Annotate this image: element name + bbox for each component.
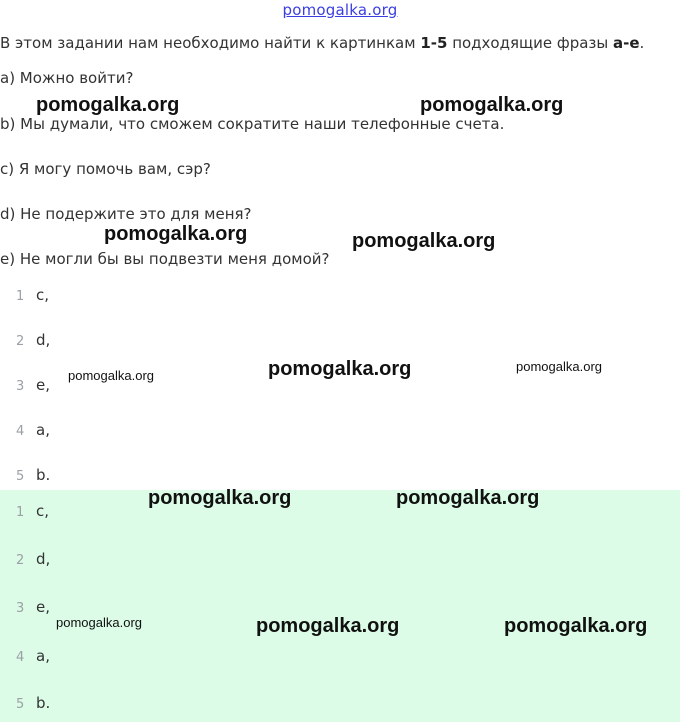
intro-text-end: . [639,34,645,52]
answer-value: e, [36,376,50,394]
answer-number: 2 [16,553,25,568]
watermark: pomogalka.org [36,94,180,116]
answer-number: 5 [16,697,25,712]
task-intro [0,34,644,52]
answer-value: b. [36,466,51,484]
answer-value: e, [36,598,50,616]
watermark: pomogalka.org [352,230,496,252]
answer-row [16,421,50,439]
phrase-c: c) Я могу помочь вам, сэр? [0,160,211,178]
watermark: pomogalka.org [148,487,292,509]
answer-number: 1 [16,505,25,520]
watermark: pomogalka.org [516,359,602,374]
answer-row [16,376,50,394]
intro-text-middle: подходящие фразы [447,34,613,52]
phrase-e: e) Не могли бы вы подвезти меня домой? [0,250,330,268]
answer-value: a, [36,647,50,665]
answer-value: d, [36,331,51,349]
watermark: pomogalka.org [504,615,648,637]
answer-list [0,278,680,490]
phrase-a: a) Можно войти? [0,69,134,87]
answer-row [16,286,49,304]
answer-number: 3 [16,601,25,616]
watermark: pomogalka.org [56,615,142,630]
answer-number: 4 [16,650,25,665]
answer-row [16,550,50,568]
answer-value: b. [36,694,51,712]
phrase-b: b) Мы думали, что сможем сократите наши телефонные счета. [0,115,505,133]
answer-row [16,647,50,665]
answer-number: 2 [16,334,25,349]
answer-row [16,466,50,484]
answer-number: 4 [16,424,25,439]
watermark: pomogalka.org [256,615,400,637]
answer-number: 3 [16,379,25,394]
intro-text: В этом задании нам необходимо найти к картинкам [0,34,421,52]
answer-value: c, [36,286,50,304]
watermark: pomogalka.org [396,487,540,509]
intro-range: 1-5 [420,34,448,52]
watermark: pomogalka.org [104,223,248,245]
phrase-d: d) Не подержите это для меня? [0,205,252,223]
site-header-link[interactable]: pomogalka.org [282,1,398,19]
watermark: pomogalka.org [68,368,154,383]
answer-number: 1 [16,289,25,304]
answer-value: d, [36,550,51,568]
answer-row [16,502,49,520]
watermark: pomogalka.org [268,358,412,380]
watermark: pomogalka.org [420,94,564,116]
answer-list-highlighted [0,490,680,722]
answer-row [16,694,50,712]
answer-value: a, [36,421,50,439]
answer-value: c, [36,502,50,520]
answer-row [16,331,50,349]
intro-letters: a-e [613,34,640,52]
answer-row [16,598,50,616]
answer-number: 5 [16,469,25,484]
